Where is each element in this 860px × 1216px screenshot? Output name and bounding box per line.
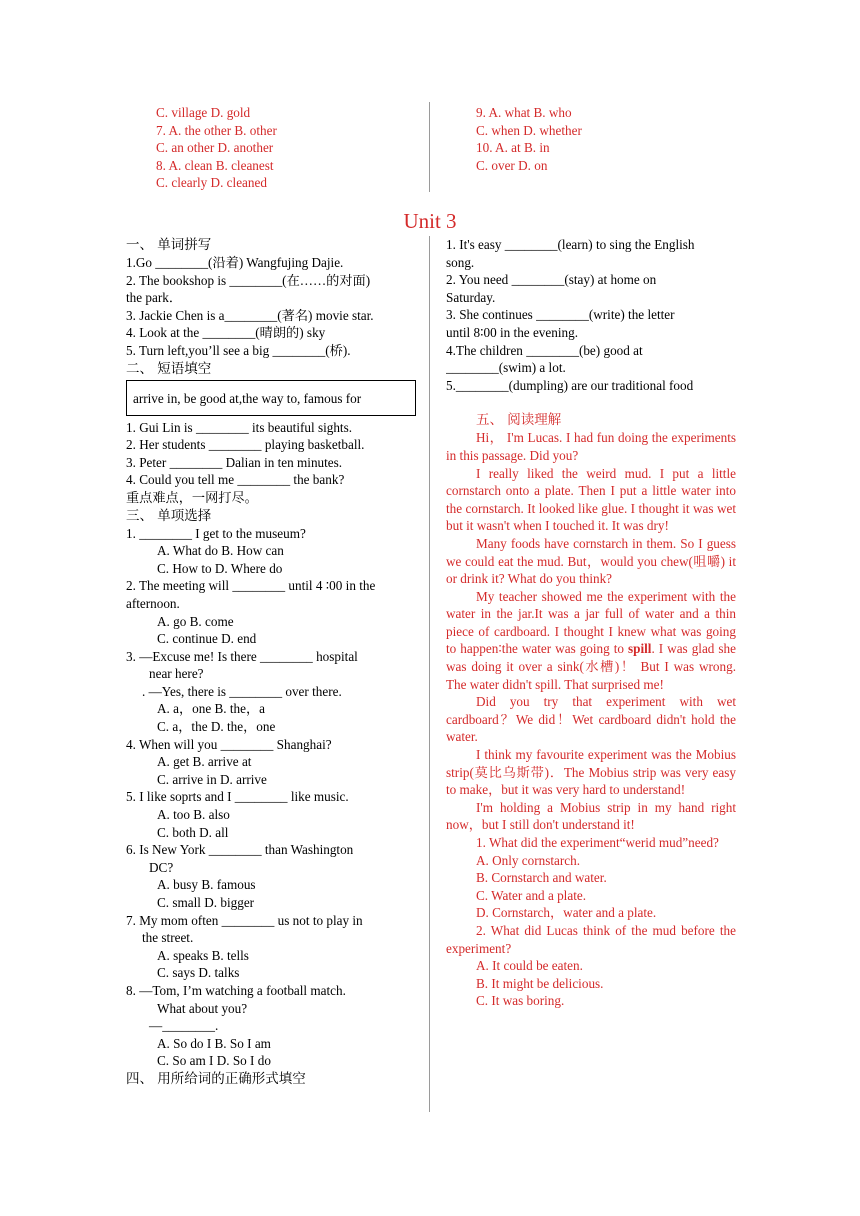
question-line: song. [446, 254, 475, 270]
passage-paragraph [446, 588, 736, 694]
option-line: A. go B. come [157, 613, 234, 629]
section-heading: 三、 单项选择 [126, 507, 212, 524]
passage-text: My teacher showed me the experiment with the water in the jar.It was a jar full of water and a thin piece of cardboard. I thought I knew what was going to happen∶the water was going to [446, 588, 736, 657]
passage-paragraph: Did you try that experiment with wet cardboard？We did！Wet cardboard didn't hold the water. [446, 694, 736, 745]
right-column [446, 236, 736, 1010]
question-line: 5. I like soprts and I ________ like music. [126, 789, 349, 805]
question-line: 8. —Tom, I’m watching a football match. [126, 982, 346, 998]
column-divider [429, 236, 430, 1112]
question-line: 5.________(dumpling) are our traditional food [446, 377, 694, 393]
question-line: 6. Is New York ________ than Washington [126, 842, 354, 858]
question-line: afternoon. [126, 595, 180, 611]
option-line: A. It could be eaten. [476, 958, 583, 974]
option-line: C. a，the D. the，one [157, 719, 276, 735]
reading-question: 1. What did the experiment“werid mud”need? [476, 835, 719, 850]
section-heading: 二、 短语填空 [126, 360, 212, 377]
question-line: 7. My mom often ________ us not to play in [126, 912, 363, 928]
option-line: B. It might be delicious. [476, 975, 604, 991]
question-line: . —Yes, there is ________ over there. [142, 683, 342, 699]
option-line: C. Water and a plate. [476, 887, 587, 903]
option-line: C. says D. talks [157, 965, 240, 981]
left-column [126, 236, 416, 1088]
option-line: A. What do B. How can [157, 543, 284, 559]
question-line: 1. Gui Lin is ________ its beautiful sights. [126, 419, 353, 435]
option-line: C. small D. bigger [157, 895, 255, 910]
question-line: 3. —Excuse me! Is there ________ hospital [126, 648, 358, 664]
question-line: 2. Her students ________ playing basketball. [126, 437, 365, 453]
option-line: C. an other D. another [156, 140, 274, 156]
question-line: 1. ________ I get to the museum? [126, 525, 306, 541]
option-line: A. too B. also [157, 807, 230, 823]
option-line: A. get B. arrive at [157, 754, 252, 770]
phrase-box: arrive in, be good at,the way to, famous for [126, 380, 416, 416]
question-line: 2. The meeting will ________ until 4 ∶00 in the [126, 578, 376, 594]
question-line: 1.Go ________(沿着) Wangfujing Dajie. [126, 255, 344, 270]
option-line: C. both D. all [157, 824, 229, 840]
question-line: 2. You need ________(stay) at home on [446, 272, 657, 288]
section-heading: 五、 阅读理解 [476, 412, 562, 429]
option-line: B. Cornstarch and water. [476, 870, 607, 886]
options-right-column [476, 104, 736, 174]
option-line: A. a，one B. the，a [157, 701, 266, 717]
option-line: 7. A. the other B. other [156, 122, 277, 138]
reading-section [446, 411, 736, 1010]
option-line: C. over D. on [476, 157, 548, 173]
passage-text: . I was glad she was doing it over a sink(水槽)！ But I was wrong. The water didn't spill. That surprised me! [446, 641, 736, 692]
passage-paragraph: I'm holding a Mobius strip in my hand right now，but I still don't understand it! [446, 799, 736, 833]
question-line: —________. [149, 1018, 219, 1034]
question-line: 5. Turn left,you’ll see a big ________(桥). [126, 342, 351, 358]
section-heading: 一、 单词拼写 [126, 237, 212, 253]
question-line: 3. She continues ________(write) the letter [446, 307, 675, 323]
options-left-column [156, 104, 416, 192]
option-line: C. village D. gold [156, 105, 251, 120]
option-line: A. So do I B. So I am [157, 1035, 271, 1051]
question-line: ________(swim) a lot. [446, 360, 566, 376]
question-line: the park． [126, 290, 183, 306]
option-line: C. arrive in D. arrive [157, 771, 267, 787]
question-line: 4.The children ________(be) good at [446, 342, 643, 358]
option-line: C. So am I D. So I do [157, 1053, 271, 1069]
question-line: 3. Peter ________ Dalian in ten minutes. [126, 454, 343, 470]
option-line: 10. A. at B. in [476, 140, 550, 156]
option-line: C. It was boring. [476, 993, 565, 1009]
question-line: 2. The bookshop is ________(在……的对面) [126, 272, 371, 288]
question-line: 4. When will you ________ Shanghai? [126, 736, 332, 752]
question-line: What about you? [157, 1000, 248, 1016]
unit-title: Unit 3 [403, 209, 457, 233]
option-line: A. busy B. famous [157, 877, 256, 893]
section-heading: 四、 用所给词的正确形式填空 [126, 1070, 306, 1087]
top-column-divider [429, 102, 430, 192]
question-line: Saturday. [446, 289, 496, 305]
passage-paragraph: Hi， I'm Lucas. I had fun doing the experiments in this passage. Did you? [446, 430, 736, 463]
option-line: A. Only cornstarch. [476, 852, 581, 868]
question-line: 4. Look at the ________(晴朗的) sky [126, 325, 326, 341]
question-line: 4. Could you tell me ________ the bank? [126, 472, 345, 488]
option-line: C. How to D. Where do [157, 560, 283, 576]
option-line: D. Cornstarch，water and a plate. [476, 905, 657, 921]
passage-paragraph: I really liked the weird mud. I put a little cornstarch onto a plate. Then I put a little water into the cornstarch. It looked like glue. I thought it was wet but it wasn't when I touched it. It was dry! [446, 465, 736, 534]
option-line: 8. A. clean B. cleanest [156, 157, 274, 173]
option-line: C. clearly D. cleaned [156, 175, 267, 191]
question-line: DC? [149, 859, 174, 875]
question-line: near here? [149, 666, 204, 682]
question-line: until 8∶00 in the evening. [446, 324, 578, 340]
passage-paragraph: I think my favourite experiment was the Mobius strip(莫比乌斯带)．The Mobius strip was very easy to make，but it was very hard to understand! [446, 747, 736, 798]
question-line: the street. [142, 930, 194, 946]
previous-options-block [126, 104, 736, 192]
note-line: 重点难点，一网打尽。 [126, 489, 258, 505]
passage-paragraph: Many foods have cornstarch in them. So I guess we could eat the mud. But，would you chew(咀嚼) it or drink it? What do you think? [446, 535, 736, 587]
question-line: 1. It's easy ________(learn) to sing the English [446, 237, 695, 252]
question-line: 3. Jackie Chen is a________(著名) movie star. [126, 307, 374, 323]
passage-keyword: spill [628, 641, 652, 657]
reading-question: 2. What did Lucas think of the mud before the experiment? [446, 922, 736, 956]
option-line: C. continue D. end [157, 631, 257, 647]
option-line: 9. A. what B. who [476, 105, 572, 120]
option-line: C. when D. whether [476, 122, 582, 138]
option-line: A. speaks B. tells [157, 947, 249, 963]
